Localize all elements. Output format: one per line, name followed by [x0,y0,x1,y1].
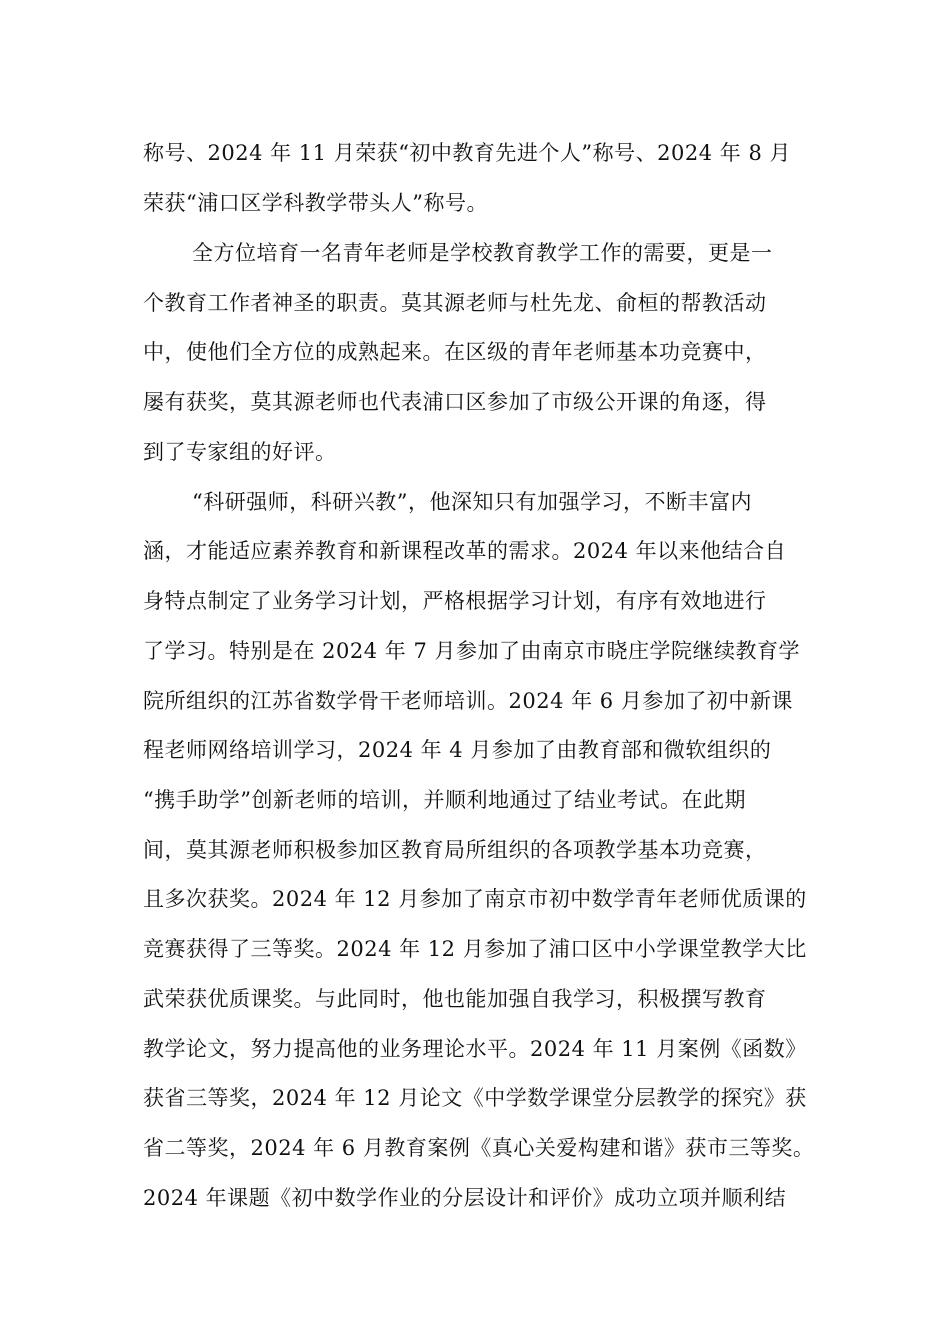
text-line: 中，使他们全方位的成熟起来。在区级的青年老师基本功竞赛中， [143,340,767,364]
text-line: 程老师网络培训学习，2024 年 4 月参加了由教育部和微软组织的 [143,738,772,762]
text-line: 个教育工作者神圣的职责。莫其源老师与杜先龙、俞桓的帮教活动 [143,291,767,315]
text-line: 教学论文，努力提高他的业务理论水平。2024 年 11 月案例《函数》 [143,1037,807,1061]
text-line: 涵，才能适应素养教育和新课程改革的需求。2024 年以来他结合自 [143,539,787,563]
text-line: 省二等奖，2024 年 6 月教育案例《真心关爱构建和谐》获市三等奖。 [143,1136,815,1160]
text-line: “携手助学”创新老师的培训，并顺利地通过了结业考试。在此期 [143,788,746,812]
text-line: 间，莫其源老师积极参加区教育局所组织的各项教学基本功竞赛， [143,838,767,862]
text-line: 屡有获奖，莫其源老师也代表浦口区参加了市级公开课的角逐，得 [143,390,767,414]
text-line: 武荣获优质课奖。与此同时，他也能加强自我学习，积极撰写教育 [143,987,767,1011]
text-line: 2024 年课题《初中数学作业的分层设计和评价》成功立项并顺利结 [143,1186,787,1210]
text-line: 院所组织的江苏省数学骨干老师培训。2024 年 6 月参加了初中新课 [143,689,793,713]
text-line: 竞赛获得了三等奖。2024 年 12 月参加了浦口区中小学课堂教学大比 [143,937,807,961]
text-line: 且多次获奖。2024 年 12 月参加了南京市初中数学青年老师优质课的 [143,887,807,911]
text-line: 了学习。特别是在 2024 年 7 月参加了由南京市晓庄学院继续教育学 [143,639,801,663]
text-line: 荣获“浦口区学科教学带头人”称号。 [143,191,488,215]
text-line: 身特点制定了业务学习计划，严格根据学习计划，有序有效地进行 [143,589,767,613]
text-line: 到了专家组的好评。 [143,440,337,464]
paragraph-start-line: 全方位培育一名青年老师是学校教育教学工作的需要，更是一 [192,241,773,265]
text-line: 称号、2024 年 11 月荣获“初中教育先进个人”称号、2024 年 8 月 [143,141,791,165]
paragraph-start-line: “科研强师，科研兴教”，他深知只有加强学习，不断丰富内 [192,490,752,514]
text-line: 获省三等奖，2024 年 12 月论文《中学数学课堂分层教学的探究》获 [143,1086,807,1110]
